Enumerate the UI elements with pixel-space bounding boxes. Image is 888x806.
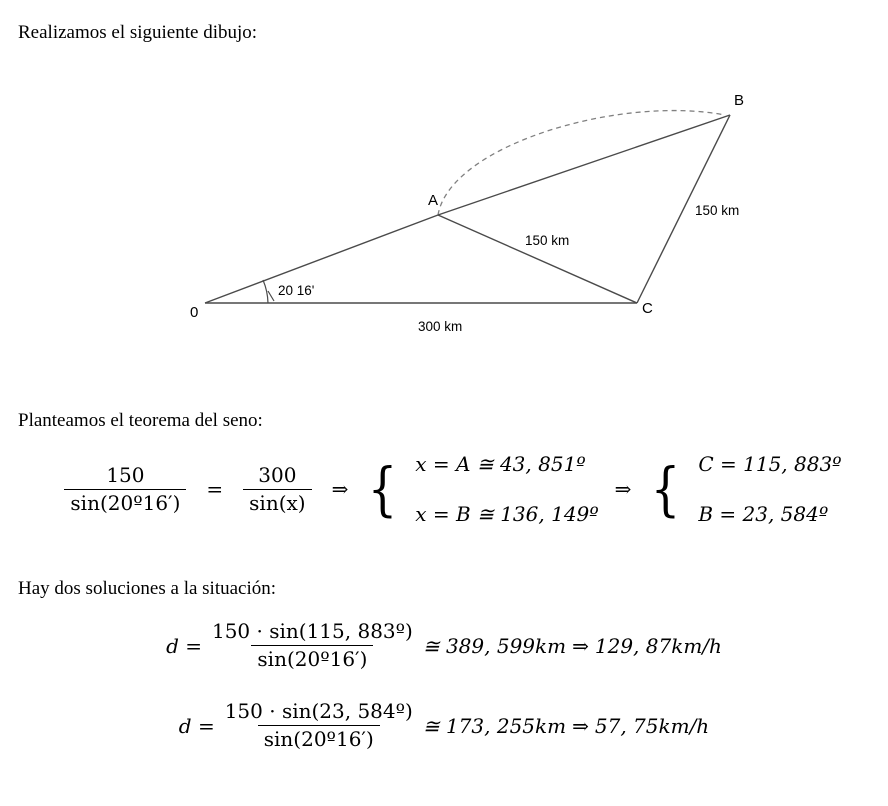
segment-O-A [205, 215, 438, 303]
label-point-B: B [734, 92, 745, 109]
case-2-line-1: C = 115, 883º [698, 452, 842, 476]
label-side-BC: 150 km [695, 203, 740, 218]
fraction-right-denominator: sin(x) [243, 489, 311, 515]
label-angle: 20 16' [278, 283, 315, 298]
solution-1-approx: ≅ 389, 599km [422, 633, 567, 658]
figure-svg [150, 75, 810, 345]
angle-arc-O [263, 280, 268, 303]
solution-2 [0, 700, 888, 751]
left-brace-2: { [651, 454, 681, 523]
label-point-A: A [428, 192, 439, 209]
fraction-right [243, 464, 311, 515]
solution-1 [0, 620, 888, 671]
solution-2-denominator: sin(20º16′) [258, 725, 380, 751]
case-1-line-2: x = B ≅ 136, 149º [415, 502, 599, 526]
sine-theorem-equation [36, 452, 866, 526]
cases-group-1 [415, 452, 598, 526]
solution-1-implies: ⇒ [572, 633, 589, 658]
intro-paragraph: Realizamos el siguiente dibujo: [18, 22, 258, 43]
case-1-line-1: x = A ≅ 43, 851º [415, 452, 586, 476]
solution-2-lhs: d = [178, 713, 215, 738]
segment-A-B [438, 115, 730, 215]
solutions-paragraph: Hay dos soluciones a la situación: [18, 578, 277, 599]
solution-1-speed: 129, 87km/h [594, 633, 722, 658]
label-side-AC: 150 km [525, 233, 570, 248]
angle-tick [268, 291, 274, 301]
solution-2-speed: 57, 75km/h [594, 713, 710, 738]
implies-arrow-2: ⇒ [614, 477, 632, 501]
fraction-right-numerator: 300 [258, 462, 297, 487]
fraction-left-denominator: sin(20º16′) [64, 489, 186, 515]
solution-2-fraction [219, 700, 419, 751]
fraction-left-numerator: 150 [106, 462, 145, 487]
case-2-line-2: B = 23, 584º [698, 502, 829, 526]
label-point-O: 0 [190, 304, 199, 321]
fraction-left [64, 464, 186, 515]
label-side-OC: 300 km [418, 319, 463, 334]
cases-group-2 [698, 452, 841, 526]
segment-A-C [438, 215, 637, 303]
solution-1-lhs: d = [166, 633, 202, 658]
theorem-paragraph: Planteamos el teorema del seno: [18, 410, 263, 431]
solution-1-denominator: sin(20º16′) [251, 645, 373, 671]
label-point-C: C [642, 300, 653, 317]
solution-1-fraction [206, 620, 419, 671]
geometry-figure [150, 75, 810, 345]
dashed-arc [438, 111, 725, 215]
equals-sign-1: = [206, 477, 224, 501]
solution-2-numerator: 150 · sin(23, 584º) [224, 699, 413, 723]
solution-1-numerator: 150 · sin(115, 883º) [211, 619, 413, 643]
left-brace-1: { [368, 454, 398, 523]
solution-2-implies: ⇒ [572, 713, 589, 738]
solution-2-approx: ≅ 173, 255km [422, 713, 567, 738]
implies-arrow-1: ⇒ [331, 477, 349, 501]
